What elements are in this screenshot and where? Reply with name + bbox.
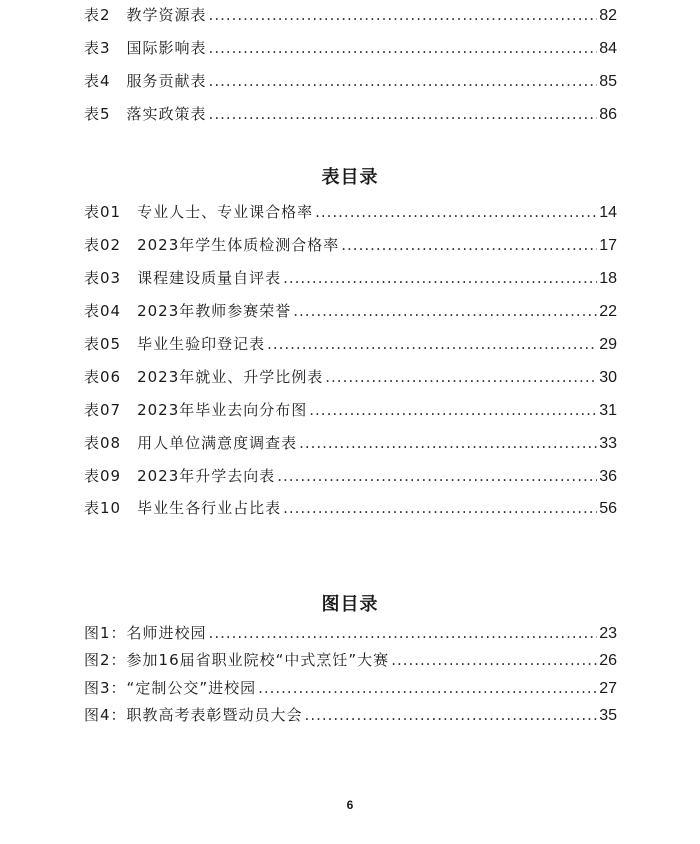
dot-leader (305, 704, 598, 726)
table-toc-entry[interactable] (84, 399, 617, 421)
dot-leader (293, 300, 597, 322)
toc-entry-page: 26 (599, 652, 617, 669)
toc-entry-page: 35 (599, 707, 617, 724)
table-toc-entry[interactable] (84, 366, 617, 388)
toc-entry-label: 表01 专业人士、专业课合格率 (84, 203, 314, 221)
table-toc-entry[interactable] (84, 201, 617, 223)
dot-leader (209, 70, 598, 92)
toc-entry-label: 表06 2023年就业、升学比例表 (84, 368, 324, 386)
dot-leader (267, 333, 597, 355)
table-toc-title: 表目录 (321, 167, 379, 188)
dot-leader (315, 201, 597, 223)
toc-entry-label: 表08 用人单位满意度调查表 (84, 434, 298, 452)
table-toc-entry[interactable] (84, 333, 617, 355)
toc-entry[interactable] (84, 4, 617, 26)
toc-entry-label: 表4 服务贡献表 (84, 72, 207, 90)
figure-toc-title: 图目录 (321, 594, 379, 615)
toc-entry-page: 85 (599, 73, 617, 90)
dot-leader (277, 465, 597, 487)
table-toc-entry[interactable] (84, 465, 617, 487)
dot-leader (209, 103, 598, 125)
dot-leader (309, 399, 597, 421)
toc-entry-page: 29 (599, 336, 617, 353)
toc-entry-page: 18 (599, 270, 617, 287)
toc-entry-label: 表07 2023年毕业去向分布图 (84, 401, 308, 419)
toc-entry-page: 86 (599, 106, 617, 123)
figure-toc-entry[interactable] (84, 622, 617, 644)
dot-leader (325, 366, 597, 388)
toc-entry-label: 图1：名师进校园 (84, 624, 207, 642)
dot-leader (209, 37, 598, 59)
figure-toc-entry[interactable] (84, 704, 617, 726)
toc-entry-label: 表03 课程建设质量自评表 (84, 269, 282, 287)
toc-entry-page: 82 (599, 7, 617, 24)
toc-entry-page: 23 (599, 625, 617, 642)
dot-leader (391, 649, 597, 671)
toc-entry[interactable] (84, 70, 617, 92)
figure-toc-entry[interactable] (84, 677, 617, 699)
toc-entry-page: 33 (599, 435, 617, 452)
toc-entry-label: 表04 2023年教师参赛荣誉 (84, 302, 292, 320)
toc-entry-page: 17 (599, 237, 617, 254)
toc-entry-label: 表02 2023年学生体质检测合格率 (84, 236, 340, 254)
dot-leader (283, 497, 597, 519)
table-toc-entry[interactable] (84, 234, 617, 256)
toc-entry-page: 36 (599, 468, 617, 485)
toc-entry-page: 84 (599, 40, 617, 57)
figure-toc-entry[interactable] (84, 649, 617, 671)
toc-entry-label: 图2：参加16届省职业院校“中式烹饪”大赛 (84, 651, 390, 669)
toc-entry-label: 图4：职教高考表彰暨动员大会 (84, 706, 303, 724)
dot-leader (283, 267, 597, 289)
toc-entry-label: 表5 落实政策表 (84, 105, 207, 123)
dot-leader (341, 234, 597, 256)
table-toc-entry[interactable] (84, 300, 617, 322)
dot-leader (299, 432, 597, 454)
page-number: 6 (346, 798, 354, 812)
table-toc-entry[interactable] (84, 432, 617, 454)
toc-entry-label: 表2 教学资源表 (84, 6, 207, 24)
toc-entry-label: 图3：“定制公交”进校园 (84, 679, 257, 697)
toc-entry-label: 表09 2023年升学去向表 (84, 467, 276, 485)
toc-entry-label: 表10 毕业生各行业占比表 (84, 499, 282, 517)
toc-entry-page: 22 (599, 303, 617, 320)
dot-leader (209, 4, 598, 26)
dot-leader (258, 677, 597, 699)
toc-entry[interactable] (84, 103, 617, 125)
toc-entry-page: 56 (599, 500, 617, 517)
toc-entry-page: 31 (599, 402, 617, 419)
toc-entry-page: 27 (599, 680, 617, 697)
toc-entry[interactable] (84, 37, 617, 59)
table-toc-entry[interactable] (84, 497, 617, 519)
toc-entry-label: 表3 国际影响表 (84, 39, 207, 57)
dot-leader (209, 622, 598, 644)
toc-entry-page: 14 (599, 204, 617, 221)
toc-entry-page: 30 (599, 369, 617, 386)
table-toc-entry[interactable] (84, 267, 617, 289)
toc-entry-label: 表05 毕业生验印登记表 (84, 335, 266, 353)
